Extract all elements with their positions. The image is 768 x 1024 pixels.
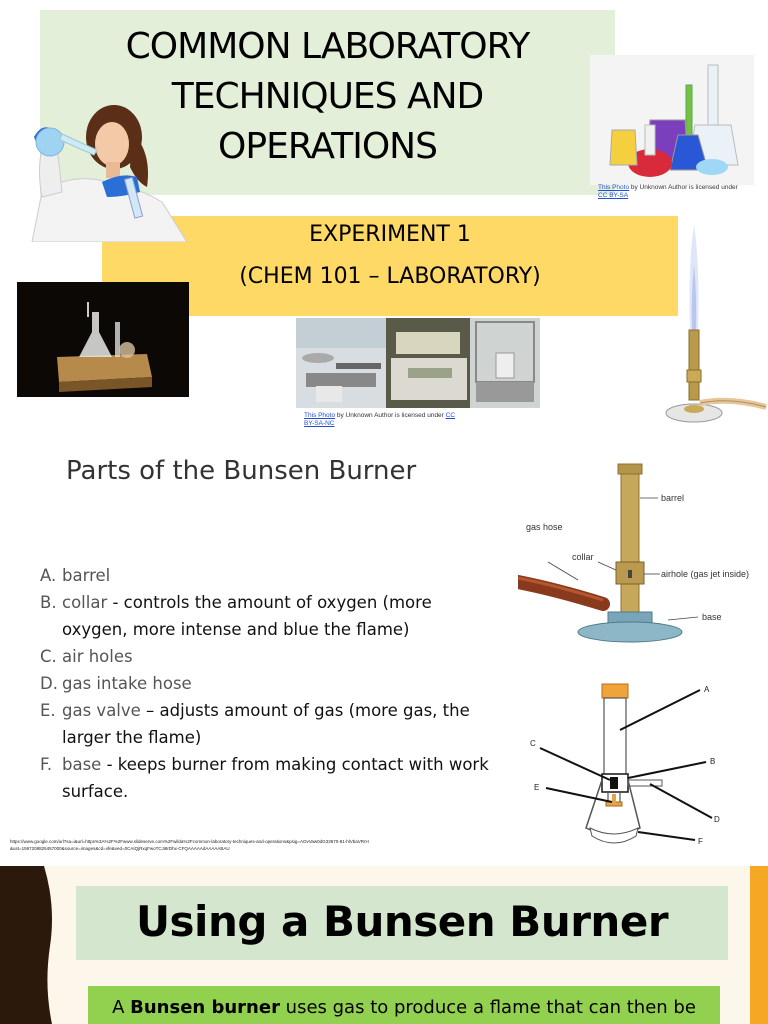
orange-sidebar (750, 866, 768, 1024)
label-d: D (714, 815, 720, 824)
attribution-top (598, 184, 748, 200)
label-a: A (704, 685, 710, 694)
bunsen-burner-photo (660, 225, 768, 430)
part-letter: F. (40, 755, 53, 774)
list-item (40, 670, 500, 697)
slide3-title: Using a Bunsen Burner (135, 897, 669, 946)
slide-using-burner (0, 866, 768, 1024)
label-collar: collar (572, 552, 594, 562)
part-desc: - keeps burner from making contact with work surface. (62, 755, 489, 801)
part-letter: E. (40, 701, 56, 720)
part-letter: B. (40, 593, 57, 612)
part-term: collar (62, 593, 108, 612)
course-label: (CHEM 101 – LABORATORY) (239, 264, 541, 289)
title-line-2: TECHNIQUES AND (171, 76, 484, 117)
slide-parts (0, 440, 768, 865)
label-barrel: barrel (661, 493, 685, 503)
sidebar-wave (30, 866, 60, 1024)
intro-text (88, 994, 720, 1022)
part-term: base (62, 755, 102, 774)
part-letter: D. (40, 674, 58, 693)
part-letter: C. (40, 647, 57, 666)
list-item (40, 643, 500, 670)
title-line-1: COMMON LABORATORY (125, 26, 530, 67)
label-gas-hose: gas hose (526, 522, 563, 532)
title-line-3: OPERATIONS (218, 126, 437, 167)
label-base: base (702, 612, 722, 622)
bunsen-burner-diagram (518, 462, 763, 657)
part-term: gas valve (62, 701, 141, 720)
intro-prefix: A (112, 997, 131, 1018)
label-b: B (710, 757, 716, 766)
attribution-top-link[interactable]: This Photo (598, 184, 630, 191)
parts-title: Parts of the Bunsen Burner (66, 456, 417, 486)
bunsen-burner-line-diagram (520, 680, 740, 862)
attribution-bottom (304, 412, 464, 428)
part-letter: A. (40, 566, 57, 585)
attribution-top-middle: by Unknown Author is licensed under (629, 184, 738, 191)
intro-rest: uses gas to produce a flame that can then be (279, 997, 696, 1018)
label-airhole: airhole (gas jet inside) (661, 569, 750, 579)
part-desc: - controls the amount of oxygen (more oxygen, more intense and blue the flame) (62, 593, 432, 639)
part-term: air holes (62, 647, 133, 666)
attribution-bottom-license[interactable]: CC BY-SA-NC (304, 412, 456, 427)
part-term: barrel (62, 566, 111, 585)
parts-list (40, 562, 500, 805)
list-item (40, 562, 500, 589)
list-item (40, 589, 500, 643)
part-desc: – adjusts amount of gas (more gas, the larger the flame) (62, 701, 470, 747)
list-item (40, 697, 500, 751)
attribution-bottom-link[interactable]: This Photo (304, 412, 336, 419)
attribution-top-license[interactable]: CC BY-SA (598, 192, 629, 199)
attribution-bottom-middle: by Unknown Author is licensed under (335, 412, 446, 419)
experiment-number: EXPERIMENT 1 (309, 222, 471, 247)
label-f: F (698, 837, 703, 846)
lab-glassware-photo (17, 282, 189, 397)
slide-title (0, 0, 768, 440)
balance-photos (296, 318, 540, 408)
label-e: E (534, 783, 540, 792)
source-url[interactable]: https://www.google.com/url?sa=i&url=https%3A%2F%2Fwww.slideserve.com%2Fwilda%2Fcommon-laboratory-techniques-and-operations&psig=AOvVaw0dG33670-81-hlVbaVRrH&ust=1597208825457000&source=images&cd=vfe&ved=0CAIQjRxqFwoTCJi8rDhx-CFQAAAAAdAAAAABAU (10, 839, 369, 851)
label-c: C (530, 739, 536, 748)
list-item (40, 751, 500, 805)
scientist-photo (12, 92, 187, 242)
part-term: gas intake hose (62, 674, 192, 693)
intro-bold: Bunsen burner (130, 997, 280, 1018)
colored-flasks-photo (590, 55, 754, 185)
